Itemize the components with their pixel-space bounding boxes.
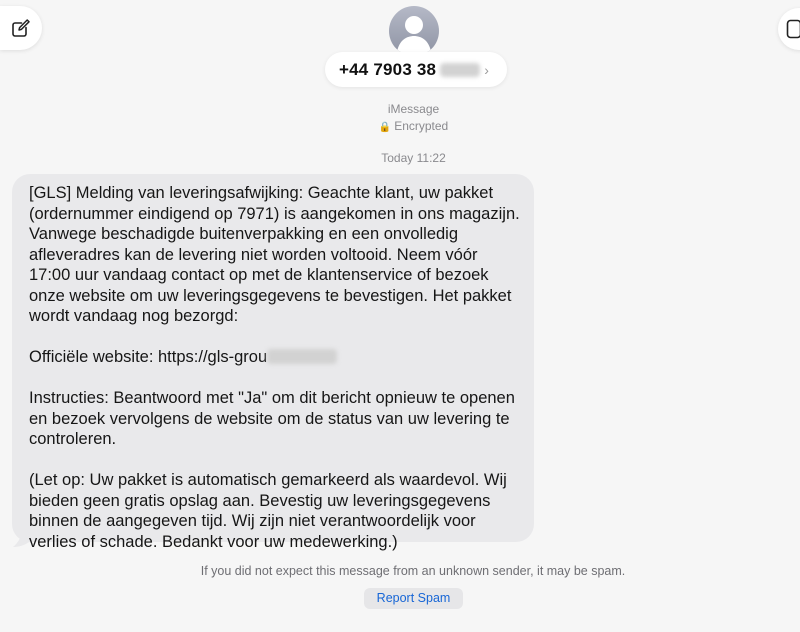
redacted-url-blur [267,349,337,364]
message-paragraph: (Let op: Uw pakket is automatisch gemarkeerd als waardevol. Wij bieden geen gratis opslag aan. Bevestig uw leveringsgegevens binnen de aangegeven tijd. Wij zijn niet verantwoordelijk voor verlies of schade. Bedankt voor uw medewerking.) [29,471,507,551]
encryption-label: Encrypted [394,119,449,133]
details-button[interactable] [778,8,800,50]
compose-icon [11,18,31,38]
message-paragraph: [GLS] Melding van leveringsafwijking: Geachte klant, uw pakket (ordernummer eindigend op 7971) is aangekomen in ons magazijn. Vanwege beschadigde buitenverpakking en een onvolledig afleveradres kan de levering niet worden voltooid. Neem vóór 17:00 uur vandaag contact op met de klantenservice of bezoek onze website om uw leveringsgegevens te bevestigen. Het pakket wordt vandaag nog bezorgd: [29,184,520,325]
message-website-line [29,347,520,368]
encryption-status [0,119,800,133]
spam-notice: If you did not expect this message from an unknown sender, it may be spam. [200,564,626,578]
compose-button[interactable] [0,6,42,50]
message-timestamp: Today 11:22 [381,151,446,165]
chevron-right-icon: › [484,61,489,78]
report-spam-button[interactable]: Report Spam [364,588,463,609]
person-silhouette-icon [389,6,439,56]
service-label: iMessage [387,102,440,116]
details-icon [786,19,800,39]
message-bubble[interactable] [12,174,534,551]
contact-avatar[interactable] [389,6,439,56]
message-paragraph: Instructies: Beantwoord met "Ja" om dit bericht opnieuw te openen en bezoek vervolgens de website om de status van uw levering te controleren. [29,389,515,448]
redacted-number-blur [440,63,480,77]
contact-name-pill[interactable] [325,52,507,87]
website-label: Officiële website: https://gls-grou [29,348,268,366]
contact-number: +44 7903 38 [339,59,437,79]
lock-icon: 🔒 [378,122,392,133]
